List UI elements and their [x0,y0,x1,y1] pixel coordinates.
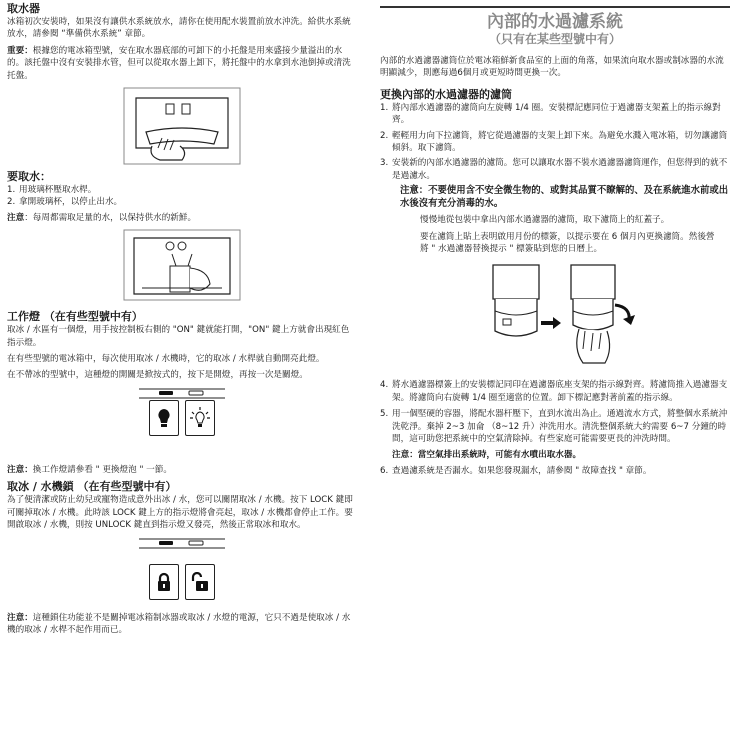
replace-steps-b [380,379,730,445]
section-title-replace-cartridge: 更換內部的水過濾器的濾筒 [380,87,512,101]
air-note: 注意：當空氣排出系統時，可能有水噴出取水器。 [392,449,582,460]
dispenser-paragraph-1: 冰箱初次安裝時，如果沒有讓供水系統放水，請你在使用配水裝置前放水沖洗。給供水系統放水，請參閱 “準備供水系統” 章節。 [7,17,351,40]
sub-step-label: 要在濾筒上貼上表明啟用月份的標簽，以提示要在 6 個月內更換濾筒。然後營將 " 水過濾器替換提示 " 標簽貼到您的日曆上。 [420,231,715,255]
unlock-button [185,564,215,600]
work-light-note: 注意：換工作燈請參看 " 更換燈泡 " 一節。 [7,464,172,475]
important-text: 根據您的電冰箱型號，安在取水器底部的可卸下的小托盤是用來盛接少量溢出的水的。該托盤中沒有安裝排水管，但可以從取水器上卸下，將托盤中的水拿到水池倒掉或清洗托盤。 [7,45,351,81]
water-note: 注意：每周都需取足量的水，以保持供水的新鮮。 [7,212,197,223]
lock-button [149,564,179,600]
water-filter-title: 內部的水過濾系統 [487,12,623,32]
lock-icon [156,572,172,592]
bulb-icon [156,407,172,429]
important-label: 重要： [7,45,33,56]
section-title-dispenser: 取水器 [7,2,40,15]
lock-note: 注意：這種鎖住功能並不是關掉電冰箱制冰器或取冰 / 水燈的電源，它只不過是使取冰 / 水機的取冰 / 水桿不起作用而已。 [7,612,351,635]
unlock-icon [191,572,209,592]
list-item: 1. 用玻璃杯壓取水桿。 [7,185,97,196]
light-off-button [149,400,179,436]
work-light-paragraph-2: 在有些型號的電冰箱中，每次使用取冰 / 水機時，它的取冰 / 水桿就自動開亮此燈。 [7,354,325,365]
list-item: 1. 將內部水過濾器的濾筒向左旋轉 1/4 圈。安裝標記應同位于過濾器支架蓋上的指示線對齊。 [380,102,721,126]
light-indicator-bar [137,386,227,400]
list-item: 3. 安裝新的內部水過濾器的濾筒。您可以讓取水器不裝水過濾器濾筒運作，但您得到的就不是過濾水。 [380,158,728,181]
replace-steps-a [380,102,730,182]
water-filter-intro: 內部的水過濾器濾筒位於電冰箱鮮新食品室的上面的角落，如果流向取水器或制冰器的水流明顯減少，則應每過6個月或更短時間更換一次。 [380,56,724,79]
warning-note: 注意：不要使用含不安全微生物的、或對其品質不瞭解的、及在系統進水前或出水後沒有充分消毒的水。 [400,185,729,209]
section-title-dispenser-lock: 取冰 / 水機鎖 （在有些型號中有） [7,480,177,494]
get-water-steps [7,184,356,209]
section-title-get-water: 要取水： [7,170,51,184]
lock-indicator-bar [137,536,227,550]
list-item: 2. 拿開玻璃杯，以停止出水。 [7,197,123,208]
glass-dispensing-illustration [122,228,242,302]
sub-step-unpack: 慢慢地從包裝中拿出內部水過濾器的濾筒，取下濾筒上的紅蓋子。 [420,215,670,226]
work-light-paragraph-3: 在不帶冰的型號中，這種燈的開關是掀按式的，按下是開燈，再按一次是關燈。 [7,370,308,381]
light-buttons [7,400,356,436]
list-item: 2. 輕輕用力向下拉濾筒，將它從過濾器的支架上卸下來。為避免水濺入電冰箱，切勿讓濾筒傾斜。取下濾筒。 [380,130,728,154]
top-divider [380,6,730,8]
right-column [380,2,730,480]
dispenser-lock-paragraph: 為了便清潔或防止幼兒或寵物造成意外出冰 / 水，您可以關閉取冰 / 水機。按下 LOCK 鍵即可關掉取冰 / 水機。此時該 LOCK 鍵上方的指示燈將會亮起，取冰 / 水機都會停止工作。要開啟取冰 / 水機，則按 UNLOCK 鍵直到指示燈又發亮，然後正常取冰和取水。 [7,495,353,531]
replace-steps-c [380,465,730,477]
left-column [7,2,356,640]
light-on-button [185,400,215,436]
dispenser-paragraph-2 [7,45,356,82]
bulb-lit-icon [189,406,211,430]
list-item: 4. 將水過濾器標簽上的安裝標記同印在過濾器底座支架的指示線對齊。將濾筒推入過濾器支架。將濾筒向右旋轉 1/4 圈至適當的位置。卸下標記應對著前蓋的指示線。 [380,380,728,403]
list-item: 6. 查過濾系統是否漏水。如果您發現漏水，請參閱 " 故障查找 " 章節。 [380,465,652,476]
filter-cartridge-illustration [455,259,655,371]
water-filter-subtitle: （只有在某些型號中有） [488,32,621,46]
drip-tray-illustration [122,86,242,166]
list-item: 5. 用一個堅硬的容器，將配水器杆壓下，直到水流出為止。通過流水方式，將整個水系統沖洗乾淨。棄掉 2~3 加侖 （8~12 升）沖洗用水。清洗整個系統大約需要 6~7 分鐘的時間，這可助您把系統中的空氣清除掉。有些家庭可能需要更長的沖洗時間。 [380,409,728,445]
work-light-paragraph-1: 取冰 / 水區有一個燈，用手按控制板右側的 "ON" 鍵就能打開，"ON" 鍵上方就會出現紅色指示燈。 [7,325,350,348]
lock-buttons [7,564,356,600]
section-title-work-light: 工作燈 （在有些型號中有） [7,310,143,324]
